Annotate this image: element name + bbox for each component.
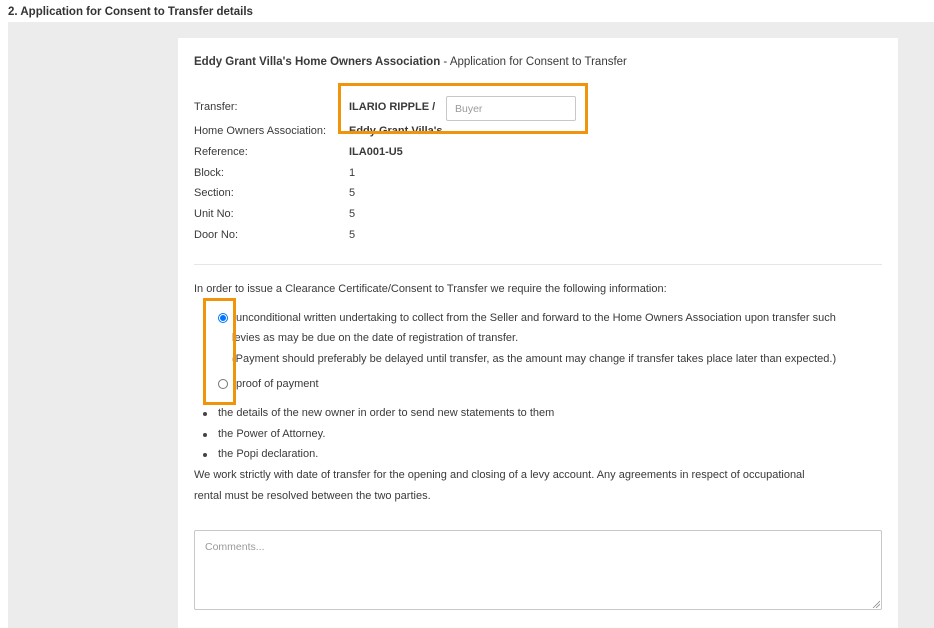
comments-textarea[interactable] <box>194 530 882 610</box>
transfer-label: Transfer: <box>194 101 238 113</box>
bullet-dot <box>203 453 207 457</box>
section-label: Section: <box>194 187 234 199</box>
unit-label: Unit No: <box>194 208 234 220</box>
undertaking-text-line1: unconditional written undertaking to collect from the Seller and forward to the Home Owners Association upon transfer such <box>236 312 836 324</box>
form-heading <box>194 56 627 68</box>
levy-note-line1: We work strictly with date of transfer for the opening and closing of a levy account. Any agreements in respect of occupational <box>194 469 805 481</box>
section-title: 2. Application for Consent to Transfer details <box>8 6 253 18</box>
unit-value: 5 <box>349 208 356 220</box>
undertaking-text-line2: levies as may be due on the date of registration of transfer. <box>232 332 519 344</box>
door-label: Door No: <box>194 229 239 241</box>
bullet-power-of-attorney: the Power of Attorney. <box>218 428 326 440</box>
bullet-dot <box>203 433 207 437</box>
highlight-transfer-box <box>338 83 588 134</box>
hoa-value: Eddy Grant Villa's <box>349 125 443 137</box>
levy-note-line2: rental must be resolved between the two parties. <box>194 490 431 502</box>
bullet-dot <box>203 412 207 416</box>
bullet-popi-declaration: the Popi declaration. <box>218 448 319 460</box>
reference-label: Reference: <box>194 146 248 158</box>
block-value: 1 <box>349 167 356 179</box>
bullet-new-owner-details: the details of the new owner in order to send new statements to them <box>218 407 555 419</box>
transfer-seller-value: ILARIO RIPPLE / <box>349 101 436 113</box>
hoa-label: Home Owners Association: <box>194 125 327 137</box>
section-value: 5 <box>349 187 356 199</box>
undertaking-payment-note: (Payment should preferably be delayed until transfer, as the amount may change if transfer takes place later than expected.) <box>232 353 837 365</box>
heading-subtitle: - Application for Consent to Transfer <box>440 56 627 68</box>
requirements-intro: In order to issue a Clearance Certificate/Consent to Transfer we require the following information: <box>194 283 667 295</box>
resize-handle-icon[interactable] <box>872 600 880 608</box>
reference-value: ILA001-U5 <box>349 146 403 158</box>
door-value: 5 <box>349 229 356 241</box>
block-label: Block: <box>194 167 224 179</box>
proof-of-payment-label: proof of payment <box>236 378 319 390</box>
divider <box>194 264 882 265</box>
hoa-name-heading: Eddy Grant Villa's Home Owners Association <box>194 56 441 68</box>
highlight-radio-box <box>203 298 236 405</box>
